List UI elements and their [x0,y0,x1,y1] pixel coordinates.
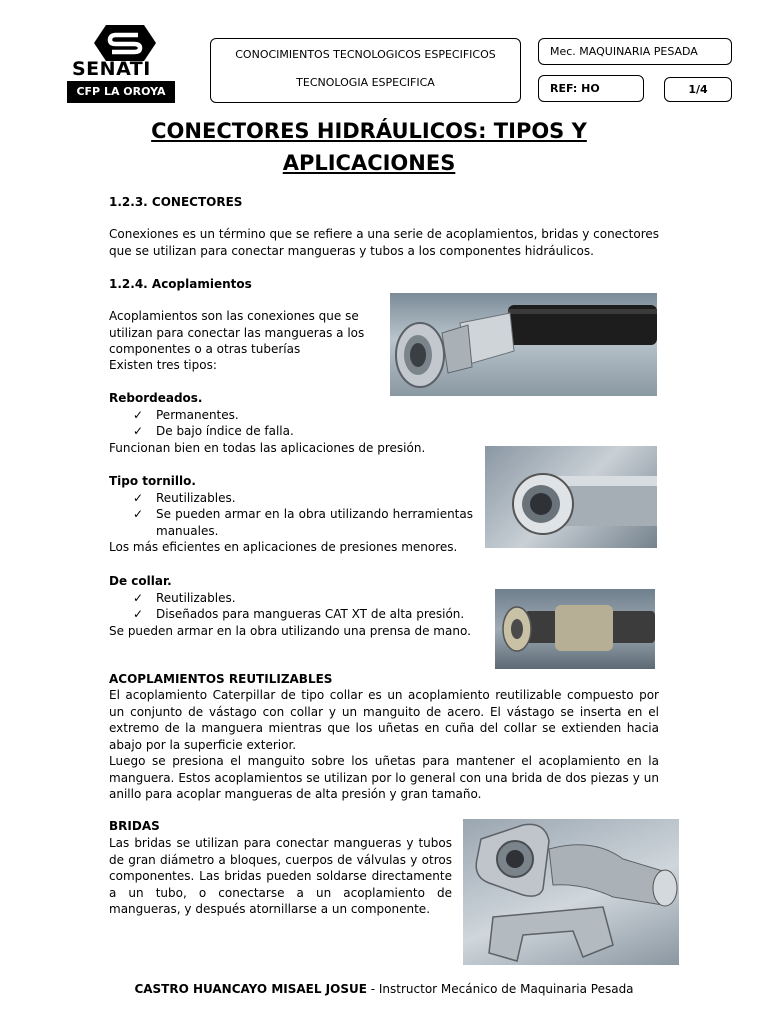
collar-note: Se pueden armar en la obra utilizando una prensa de mano. [109,623,471,638]
hose-coupling-photo [390,293,657,396]
bridas-heading: BRIDAS [109,819,160,833]
page-title [110,115,628,179]
rebordeados-heading: Rebordeados. [109,391,203,405]
acoplamientos-text: Acoplamientos son las conexiones que se utilizan para conectar las mangueras a los componentes o a otras tuberías [109,309,365,357]
ref-label: REF: HO [550,82,600,95]
logo-text: SENATI [72,58,151,80]
cfp-label: CFP LA OROYA [67,81,175,103]
reutilizables-p2: Luego se presiona el manguito sobre los uñetas para mantener el acoplamiento en la manguera. Estos acoplamientos se utilizan por lo general con una brida de dos piezas y un anillo para acoplar mangueras de alta presión y gran tamaño. [109,754,659,802]
rebordeados-block [109,390,469,456]
collar-coupling-photo [495,589,655,669]
tornillo-note: Los más eficientes en aplicaciones de presiones menores. [109,540,458,555]
collar-block [109,573,489,639]
list-item: ✓ Permanentes. [109,407,469,424]
acoplamientos-heading: 1.2.4. Acoplamientos [109,277,252,291]
rebordeados-note: Funcionan bien en todas las aplicaciones de presión. [109,440,426,455]
title-line-2: APLICACIONES [282,151,456,175]
list-item: ✓ Diseñados para mangueras CAT XT de alta presión. [109,606,489,623]
flange-photo [463,819,679,965]
footer [0,982,768,996]
course-box [210,38,521,103]
page-number: 1/4 [688,83,708,96]
ref-box [538,75,644,102]
reutilizables-heading: ACOPLAMIENTOS REUTILIZABLES [109,672,333,686]
list-item: ✓ De bajo índice de falla. [109,423,469,440]
course-line-2: TECNOLOGIA ESPECIFICA [296,76,435,89]
screw-coupling-photo [485,446,657,548]
list-item: ✓ Reutilizables. [109,590,489,607]
list-item: ✓ Se pueden armar en la obra utilizando herramientas manuales. [109,506,473,539]
title-line-1: CONECTORES HIDRÁULICOS: TIPOS Y [151,119,587,143]
footer-role: - Instructor Mecánico de Maquinaria Pesada [366,982,634,996]
conectores-heading: 1.2.3. CONECTORES [109,195,243,209]
list-item: ✓ Reutilizables. [109,490,473,507]
bridas-text: Las bridas se utilizan para conectar mangueras y tubos de gran diámetro a bloques, cuerpos de válvulas y otros componentes. Las bridas pueden soldarse directamente a un tubo, o conectarse a un acoplamiento de mangueras, y después atornillarse a un componente. [109,836,452,917]
page-box [664,77,732,102]
tornillo-block [109,473,473,556]
senati-emblem-icon [94,25,156,61]
specialty-box [538,38,732,65]
footer-author: CASTRO HUANCAYO MISAEL JOSUE [134,982,367,996]
tornillo-heading: Tipo tornillo. [109,474,196,488]
conectores-text: Conexiones es un término que se refiere a una serie de acoplamientos, bridas y conectores que se utilizan para conectar mangueras y tubos a los componentes hidráulicos. [109,227,659,258]
existen-text: Existen tres tipos: [109,358,217,372]
specialty-label: Mec. MAQUINARIA PESADA [550,45,698,58]
reutilizables-p1: El acoplamiento Caterpillar de tipo collar es un acoplamiento reutilizable compuesto por un conjunto de vástago con collar y un manguito de acero. El vástago se inserta en el extremo de la manguera mientras que los uñetas en cuña del collar se extienden hacia abajo por la superficie exterior. [109,688,659,752]
course-line-1: CONOCIMIENTOS TECNOLOGICOS ESPECIFICOS [235,48,496,61]
collar-heading: De collar. [109,574,172,588]
